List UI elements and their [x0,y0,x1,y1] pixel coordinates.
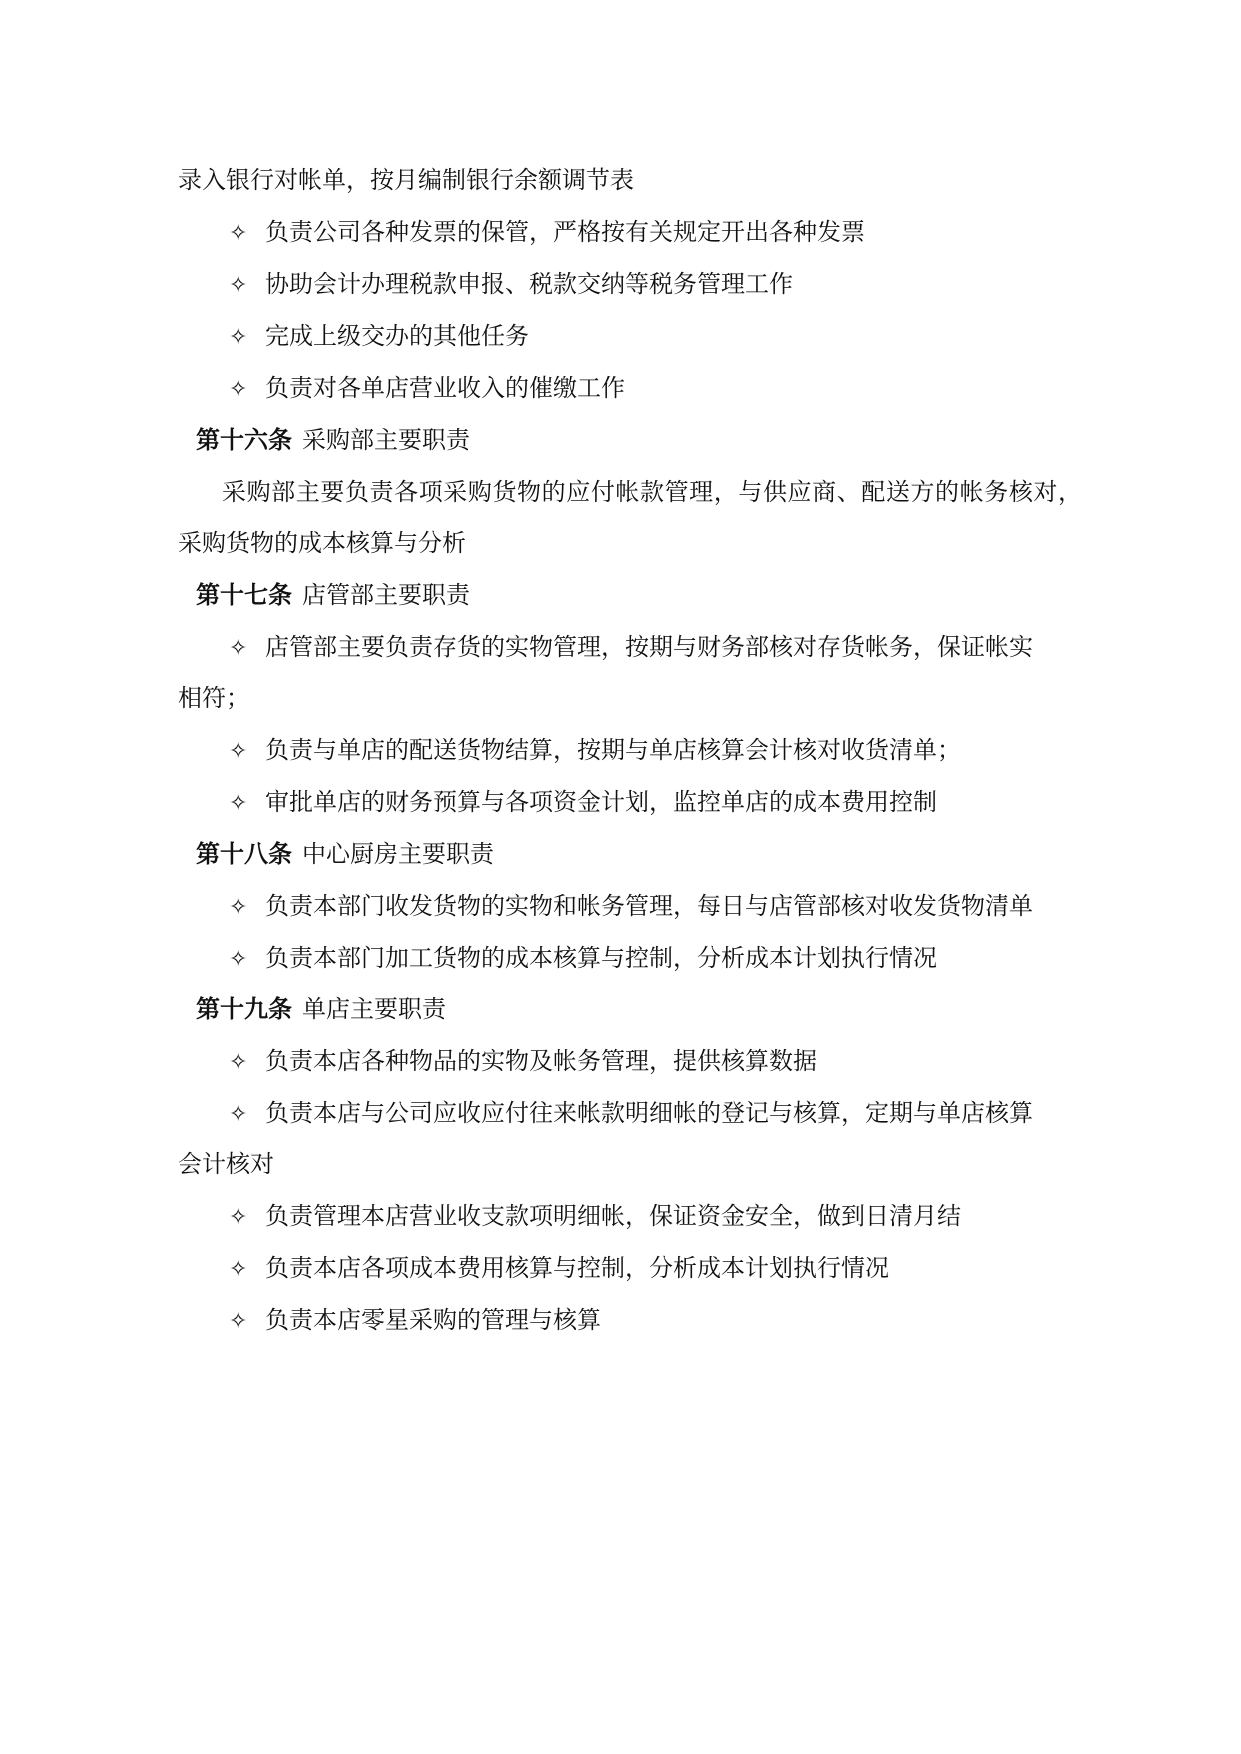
article-number: 第十八条 [196,839,292,868]
diamond-bullet-icon: ✧ [229,791,248,816]
bullet-text: 相符； [178,684,250,712]
paragraph-line [222,476,1082,508]
diamond-bullet-icon: ✧ [229,221,248,246]
article-title: 采购部主要职责 [302,426,470,454]
bullet-item [229,1304,601,1338]
bullet-text: 负责对各单店营业收入的催缴工作 [265,374,625,402]
bullet-item [229,942,937,976]
bullet-item [229,631,1033,665]
article-heading-18 [196,838,494,870]
paragraph-line [178,527,466,559]
diamond-bullet-icon: ✧ [229,1102,248,1127]
diamond-bullet-icon: ✧ [229,1050,248,1075]
bullet-item [229,734,961,768]
bullet-text: 负责本部门加工货物的成本核算与控制，分析成本计划执行情况 [265,944,937,972]
diamond-bullet-icon: ✧ [229,947,248,972]
bullet-item [229,890,1033,924]
bullet-text: 负责管理本店营业收支款项明细帐，保证资金安全，做到日清月结 [265,1202,961,1230]
bullet-item [229,1200,961,1234]
bullet-item [229,786,937,820]
article-title: 店管部主要职责 [302,581,470,609]
article-heading-16 [196,424,470,456]
article-number: 第十六条 [196,425,292,454]
article-title: 中心厨房主要职责 [302,840,494,868]
bullet-text: 负责本店各种物品的实物及帐务管理，提供核算数据 [265,1047,817,1075]
bullet-text: 负责公司各种发票的保管，严格按有关规定开出各种发票 [265,218,865,246]
diamond-bullet-icon: ✧ [229,1205,248,1230]
bullet-text: 负责本店零星采购的管理与核算 [265,1306,601,1334]
diamond-bullet-icon: ✧ [229,739,248,764]
article-heading-17 [196,579,470,611]
article-title: 单店主要职责 [302,995,446,1023]
bullet-item [229,1097,1033,1131]
bullet-text: 完成上级交办的其他任务 [265,322,529,350]
bullet-text: 店管部主要负责存货的实物管理，按期与财务部核对存货帐务，保证帐实 [265,633,1033,661]
bullet-item [229,216,865,250]
bullet-item [229,1045,817,1079]
bullet-item [229,372,625,406]
text-line: 录入银行对帐单，按月编制银行余额调节表 [178,166,634,194]
bullet-item [229,1252,889,1286]
bullet-text: 负责本店各项成本费用核算与控制，分析成本计划执行情况 [265,1254,889,1282]
diamond-bullet-icon: ✧ [229,377,248,402]
paragraph-text: 采购部主要负责各项采购货物的应付帐款管理，与供应商、配送方的帐务核对， [222,478,1082,506]
bullet-item [229,320,529,354]
bullet-continuation [178,1148,274,1180]
article-number: 第十九条 [196,994,292,1023]
article-number: 第十七条 [196,580,292,609]
bullet-continuation [178,682,250,714]
bullet-text: 协助会计办理税款申报、税款交纳等税务管理工作 [265,270,793,298]
bullet-item [229,268,793,302]
bullet-text: 审批单店的财务预算与各项资金计划，监控单店的成本费用控制 [265,788,937,816]
bullet-text: 负责本店与公司应收应付往来帐款明细帐的登记与核算，定期与单店核算 [265,1099,1033,1127]
bullet-text: 会计核对 [178,1150,274,1178]
diamond-bullet-icon: ✧ [229,895,248,920]
diamond-bullet-icon: ✧ [229,1257,248,1282]
diamond-bullet-icon: ✧ [229,1309,248,1334]
paragraph-text: 采购货物的成本核算与分析 [178,529,466,557]
diamond-bullet-icon: ✧ [229,636,248,661]
diamond-bullet-icon: ✧ [229,273,248,298]
diamond-bullet-icon: ✧ [229,325,248,350]
article-heading-19 [196,993,446,1025]
continued-text-line [178,164,634,196]
bullet-text: 负责与单店的配送货物结算，按期与单店核算会计核对收货清单； [265,736,961,764]
bullet-text: 负责本部门收发货物的实物和帐务管理，每日与店管部核对收发货物清单 [265,892,1033,920]
